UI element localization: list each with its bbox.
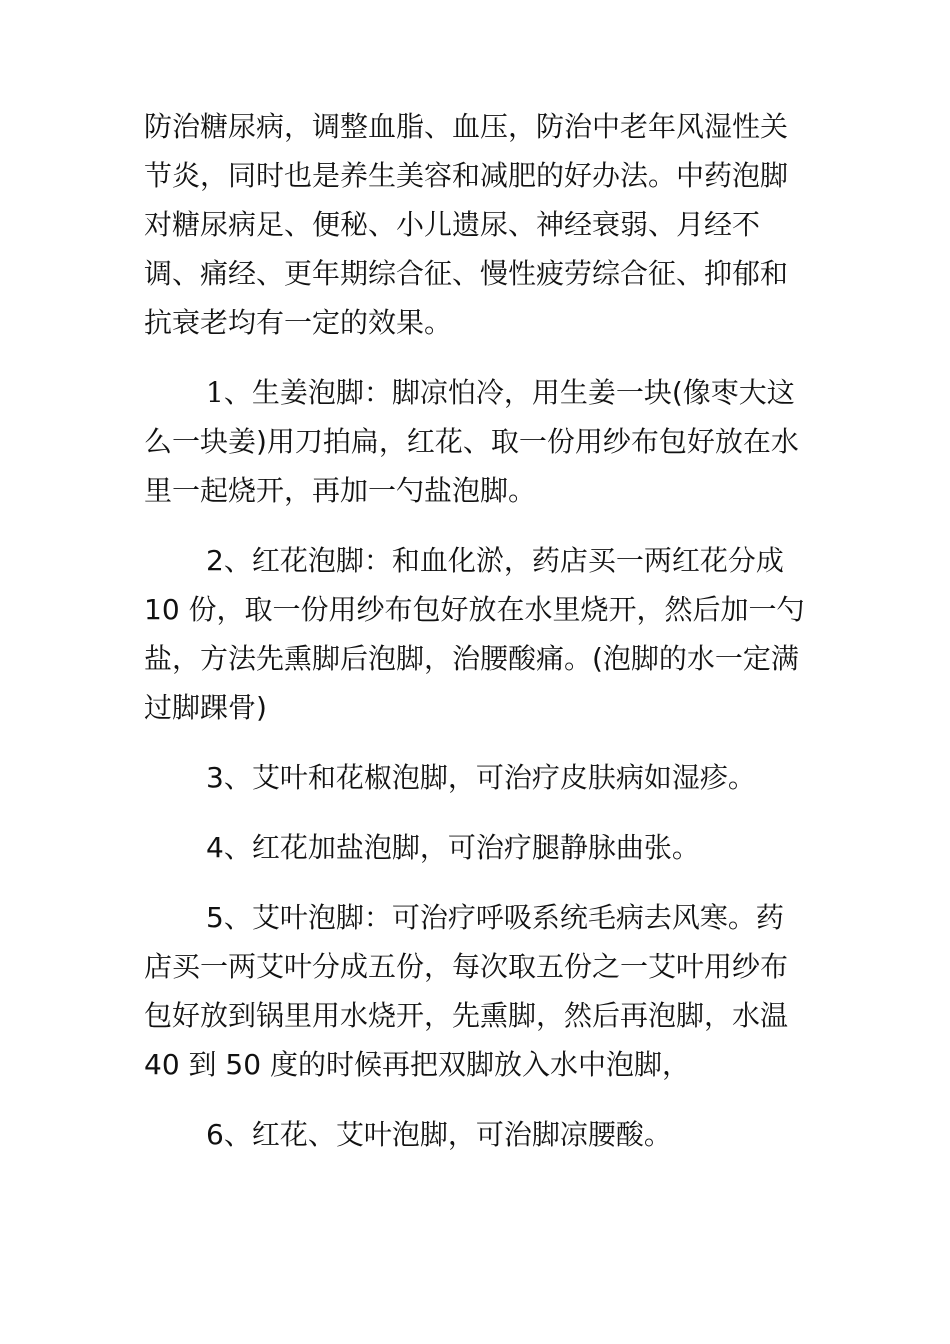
intro-paragraph: 防治糖尿病，调整血脂、血压，防治中老年风湿性关节炎，同时也是养生美容和减肥的好办法。中药泡脚对糖尿病足、便秘、小儿遗尿、神经衰弱、月经不调、痛经、更年期综合征、慢性疲劳综合征、抑郁和抗衰老均有一定的效果。 [144, 110, 789, 339]
list-item [144, 368, 808, 515]
item-text: 、艾叶泡脚：可治疗呼吸系统毛病去风寒。药店买一两艾叶分成五份，每次取五份之一艾叶用纱布包好放到锅里用水烧开，先熏脚，然后再泡脚，水温 40 到 50 度的时候再把双脚放入水中泡脚， [144, 901, 789, 1081]
item-text: 、艾叶和花椒泡脚，可治疗皮肤病如湿疹。 [223, 761, 756, 794]
item-number: 3 [206, 761, 224, 794]
list-item [144, 536, 808, 732]
item-number: 5 [206, 901, 224, 934]
item-number: 4 [206, 831, 224, 864]
item-number: 2 [206, 544, 224, 577]
list-item [144, 823, 808, 872]
item-text: 、红花加盐泡脚，可治疗腿静脉曲张。 [223, 831, 700, 864]
list-item [144, 753, 808, 802]
item-text: 、红花、艾叶泡脚，可治脚凉腰酸。 [223, 1118, 672, 1151]
list-item [144, 893, 808, 1089]
item-number: 6 [206, 1118, 224, 1151]
item-text: 、生姜泡脚：脚凉怕冷，用生姜一块(像枣大这么一块姜)用刀拍扁，红花、取一份用纱布包好放在水里一起烧开，再加一勺盐泡脚。 [144, 376, 799, 507]
document-body [144, 102, 808, 1180]
list-item [144, 1110, 808, 1159]
item-text: 、红花泡脚：和血化淤，药店买一两红花分成 10 份，取一份用纱布包好放在水里烧开，然后加一勺盐，方法先熏脚后泡脚，治腰酸痛。(泡脚的水一定满过脚踝骨) [144, 544, 805, 724]
item-number: 1 [206, 376, 224, 409]
